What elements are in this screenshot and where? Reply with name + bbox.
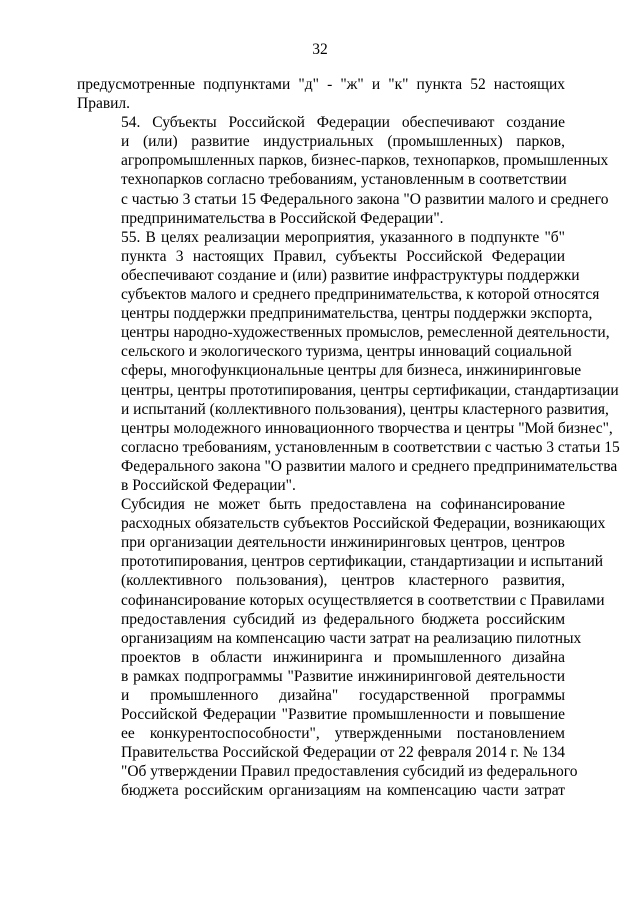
paragraph	[77, 495, 606, 801]
text-line: при организации деятельности инжиниринговых центров, центров	[121, 534, 565, 552]
paragraph	[77, 75, 565, 113]
text-line: технопарков согласно требованиям, установленным в соответствии	[121, 171, 567, 189]
text-line: прототипирования, центров сертификации, стандартизации и испытаний	[121, 553, 604, 571]
text-line: обеспечивают создание и (или) развитие инфраструктуры поддержки	[121, 266, 580, 284]
text-line: пункта 3 настоящих Правил, субъекты Российской Федерации	[121, 247, 565, 265]
text-line: организациям на компенсацию части затрат на реализацию пилотных	[121, 629, 582, 647]
text-line: с частью 3 статьи 15 Федерального закона "О развитии малого и среднего	[121, 190, 609, 208]
text-line: в Российской Федерации".	[121, 476, 296, 494]
text-line: Субсидия не может быть предоставлена на софинансирование	[121, 496, 565, 514]
text-line: Федерального закона "О развитии малого и среднего предпринимательства	[121, 457, 618, 475]
text-line: и промышленного дизайна" государственной программы	[121, 687, 565, 704]
text-line: в рамках подпрограммы "Развитие инжиниринговой деятельности	[121, 667, 565, 685]
text-line: центры поддержки предпринимательства, центры поддержки экспорта,	[121, 305, 593, 323]
text-line: согласно требованиям, установленным в соответствии с частью 3 статьи 15	[121, 438, 620, 456]
paragraph	[77, 113, 609, 228]
text-line: центры, центры прототипирования, центры сертификации, стандартизации	[121, 381, 619, 399]
text-line: сельского и экологического туризма, центры инноваций социальной	[121, 343, 572, 361]
text-line: расходных обязательств субъектов Российской Федерации, возникающих	[121, 515, 606, 533]
paragraph	[77, 228, 620, 495]
text-line: Правил.	[77, 95, 131, 113]
text-line: агропромышленных парков, бизнес-парков, технопарков, промышленных	[121, 152, 609, 170]
text-line: предоставления субсидий из федерального бюджета российским	[121, 610, 565, 628]
text-line: центры народно-художественных промыслов, ремесленной деятельности,	[121, 324, 610, 342]
text-line: "Об утверждении Правил предоставления субсидий из федерального	[121, 763, 578, 781]
text-line: субъектов малого и среднего предпринимательства, к которой относятся	[121, 286, 600, 304]
text-line: ее конкурентоспособности", утвержденными постановлением	[121, 725, 565, 743]
text-line: центры молодежного инновационного творчества и центры "Мой бизнес",	[121, 419, 613, 437]
page-number: 32	[312, 41, 328, 58]
text-line: Российской Федерации "Развитие промышленности и повышение	[121, 706, 565, 724]
text-line: предусмотренные подпунктами "д" - "ж" и "к" пункта 52 настоящих	[77, 76, 565, 93]
text-line: софинансирование которых осуществляется в соответствии с Правилами	[121, 591, 605, 609]
text-line: 55. В целях реализации мероприятия, указанного в подпункте "б"	[121, 228, 565, 246]
text-line: сферы, многофункциональные центры для бизнеса, инжиниринговые	[121, 362, 582, 380]
text-line: бюджета российским организациям на компенсацию части затрат	[121, 782, 565, 800]
text-line: Правительства Российской Федерации от 22 февраля 2014 г. № 134	[121, 744, 565, 762]
text-line: (коллективного пользования), центров кластерного развития,	[121, 572, 565, 590]
document-body	[77, 75, 620, 801]
text-line: и (или) развитие индустриальных (промышленных) парков,	[121, 133, 565, 151]
text-line: предпринимательства в Российской Федерации".	[121, 209, 444, 227]
text-line: и испытаний (коллективного пользования), центры кластерного развития,	[121, 400, 609, 418]
text-line: 54. Субъекты Российской Федерации обеспечивают создание	[121, 114, 565, 132]
text-line: проектов в области инжиниринга и промышленного дизайна	[121, 648, 565, 666]
